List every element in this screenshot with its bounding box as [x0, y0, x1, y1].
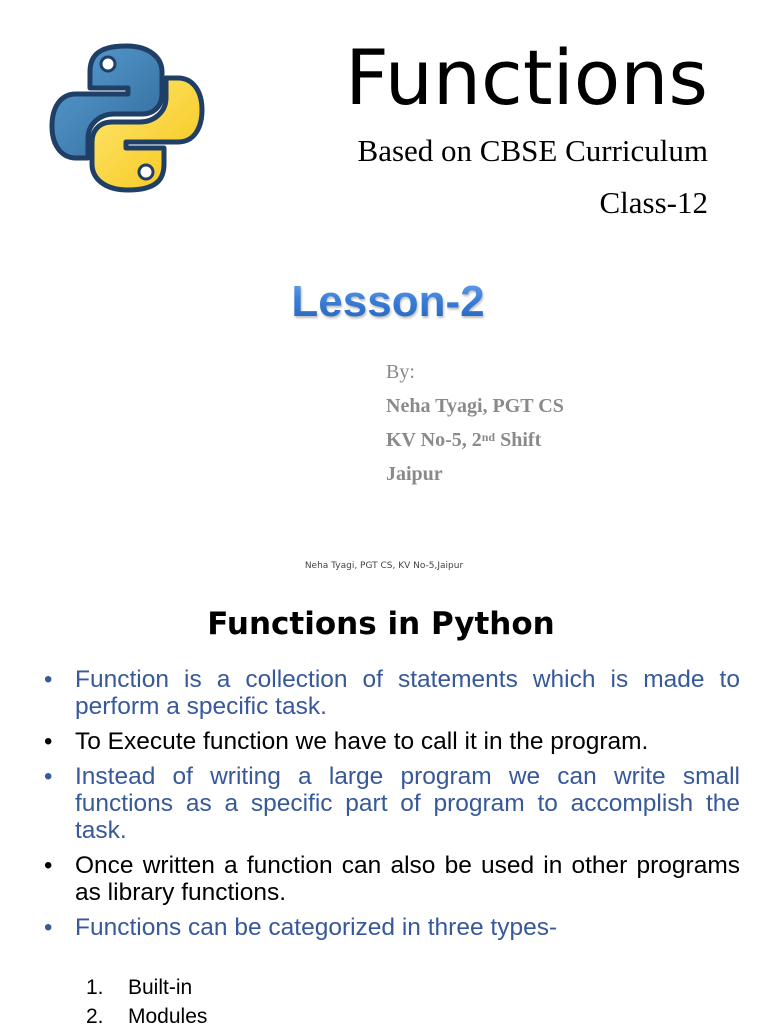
bullet-icon: • — [44, 852, 53, 879]
class-label: Class-12 — [599, 185, 708, 220]
bullet-text: To Execute function we have to call it in the program. — [75, 728, 649, 755]
item-label: Modules — [128, 1005, 208, 1024]
bullet-icon: • — [44, 914, 53, 941]
slide-title: Functions in Python — [207, 606, 555, 642]
bullet-item — [42, 914, 740, 941]
item-label: Built-in — [128, 976, 193, 999]
bullet-text: Once written a function can also be used in other programs as library functions. — [75, 852, 740, 906]
function-types-list — [86, 976, 207, 1024]
school-prefix: KV No-5, 2 — [386, 429, 482, 451]
lesson-heading: Lesson-2 — [0, 273, 768, 331]
bullet-icon: • — [44, 728, 53, 755]
by-label: By: — [386, 361, 415, 383]
python-logo-icon — [44, 38, 210, 198]
author-byline — [386, 358, 564, 494]
content-slide — [0, 582, 768, 1024]
author-name: Neha Tyagi, PGT CS — [386, 395, 564, 417]
bullet-text: Function is a collection of statements which is made to perform a specific task. — [75, 666, 740, 720]
bullet-item — [42, 666, 740, 720]
slide-footer: Neha Tyagi, PGT CS, KV No-5,Jaipur — [304, 561, 464, 571]
item-number: 1. — [86, 976, 104, 999]
item-number: 2. — [86, 1005, 104, 1024]
bullet-item — [42, 852, 740, 906]
bullet-item — [42, 728, 740, 755]
bullet-icon: • — [44, 763, 53, 790]
bullet-item — [42, 763, 740, 844]
city-name: Jaipur — [386, 463, 443, 485]
school-name — [386, 426, 564, 460]
bullet-text: Instead of writing a large program we can write small functions as a specific part of program to accomplish the task. — [75, 763, 740, 844]
curriculum-subtitle: Based on CBSE Curriculum — [357, 133, 708, 168]
ordinal-suffix: nd — [481, 430, 496, 444]
bullet-list — [42, 666, 740, 949]
presentation-title: Functions — [345, 33, 708, 122]
function-type-item — [86, 1005, 207, 1024]
school-suffix: Shift — [495, 429, 542, 451]
bullet-icon: • — [44, 666, 53, 693]
bullet-text: Functions can be categorized in three types- — [75, 914, 558, 941]
function-type-item — [86, 976, 207, 1005]
